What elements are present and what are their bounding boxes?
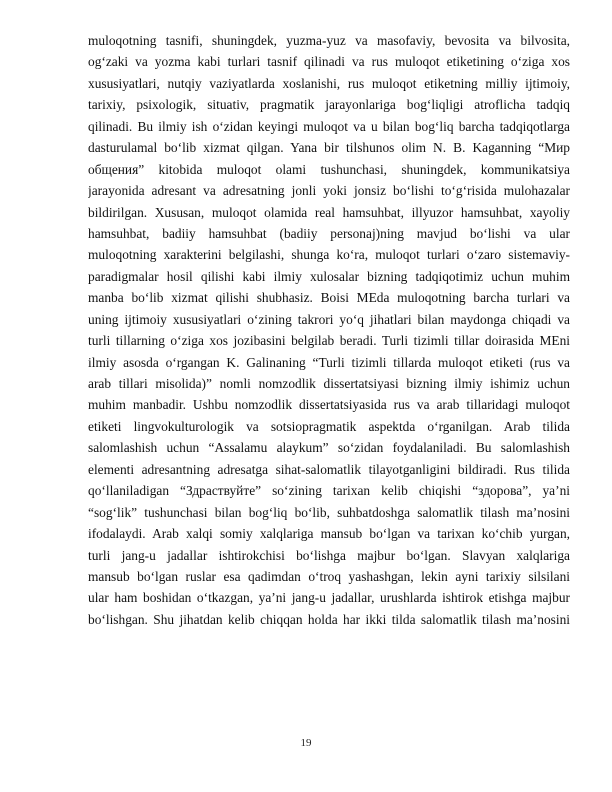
text-line: bo‘lishgan. Shu jihatdan kelib chiqqan holda har ikki tilda salomatlik tilash ma’nosini [88,611,570,627]
text-line: elementi adresantning adresatga sihat-salomatlik tilayotganligini bildiradi. Rus tilida [88,461,570,477]
text-line: manba bo‘lib xizmat qilishi shubhasiz. Boisi MEda muloqotning barcha turlari va [88,290,570,306]
text-line: qo‘llaniladigan “Здраствуйте” so‘zining tarixan kelib chiqishi “здорова”, ya’ni [88,483,570,499]
text-line: bildirilgan. Xususan, muloqot olamida real hamsuhbat, illyuzor hamsuhbat, xayoliy [88,204,570,220]
text-line: etiketi lingvokulturologik va sotsiopragmatik aspektda o‘rganilgan. Arab tilida [88,418,570,434]
text-line: uning ijtimoiy xususiyatlari o‘zining takrori yo‘q jihatlari bilan maydonga chiqadi va [88,311,570,327]
text-line: og‘zaki va yozma kabi turlari tasnif qilinadi va rus muloqot etiketining o‘ziga xos [88,54,570,70]
text-line: ilmiy asosda o‘rgangan K. Galinaning “Turli tizimli tillarda muloqot etiketi (rus va [88,354,570,370]
text-line: qilinadi. Bu ilmiy ish o‘zidan keyingi muloqot va u bilan bog‘liq barcha tadqiqotlarga [88,118,570,134]
text-line: dasturulamal bo‘lib xizmat qilgan. Yana bir tilshunos olim N. B. Kaganning “Мир [88,140,570,156]
text-line: salomlashish uchun “Assalamu alaykum” so‘zidan foydalaniladi. Bu salomlashish [88,440,570,456]
text-line: muloqotning tasnifi, shuningdek, yuzma-yuz va masofaviy, bevosita va bilvosita, [88,33,570,48]
text-line: muhim manbadir. Ushbu nomzodlik dissertatsiyasida rus va arab tillaridagi muloqot [88,397,570,413]
text-line: muloqotning xarakterini belgilashi, shunga ko‘ra, muloqot turlari o‘zaro sistemaviy- [88,247,570,263]
text-line: mansub bo‘lgan ruslar esa qadimdan o‘troq yashashgan, lekin ayni tarixiy silsilani [88,568,570,584]
text-line: hamsuhbat, badiiy hamsuhbat (badiiy personaj)ning mavjud bo‘lishi va ular [88,225,570,241]
text-line: xususiyatlari, nutqiy vaziyatlarda xoslanishi, rus muloqot etiketning milliy ijtimoiy, [88,75,570,91]
text-line: turli tillarning o‘ziga xos jozibasini belgilab beradi. Turli tizimli tillar doirasida MEni [88,333,570,349]
text-line: tarixiy, psixologik, situativ, pragmatik jarayonlariga bog‘liqligi atroflicha tadqiq [88,97,570,113]
text-line: ifodalaydi. Arab xalqi somiy xalqlariga mansub bo‘lgan va tarixan ko‘chib yurgan, [88,526,570,542]
text-line: ular ham boshidan o‘tkazgan, ya’ni jang-u jadallar, urushlarda ishtirok etishga majbur [88,590,570,606]
text-line: turli jang-u jadallar ishtirokchisi bo‘lishga majbur bo‘lgan. Slavyan xalqlariga [88,547,570,563]
text-line: jarayonida adresant va adresatning jonli yoki jonsiz bo‘lishi to‘g‘risida mulohazalar [88,183,570,199]
text-line: arab tillari misolida)” nomli nomzodlik dissertatsiyasi bizning ilmiy ishimiz uchun [88,376,570,391]
text-line: общения” kitobida muloqot olami tushunchasi, shuningdek, kommunikatsiya [88,161,570,177]
body-text [88,30,570,630]
text-line: paradigmalar hosil qilishi kabi ilmiy xulosalar bizning tadqiqotimiz uchun muhim [88,268,570,284]
page-number: 19 [300,737,312,749]
text-line: “sog‘lik” tushunchasi bilan bog‘liq bo‘lib, suhbatdoshga salomatlik tilash ma’nosini [88,504,570,520]
